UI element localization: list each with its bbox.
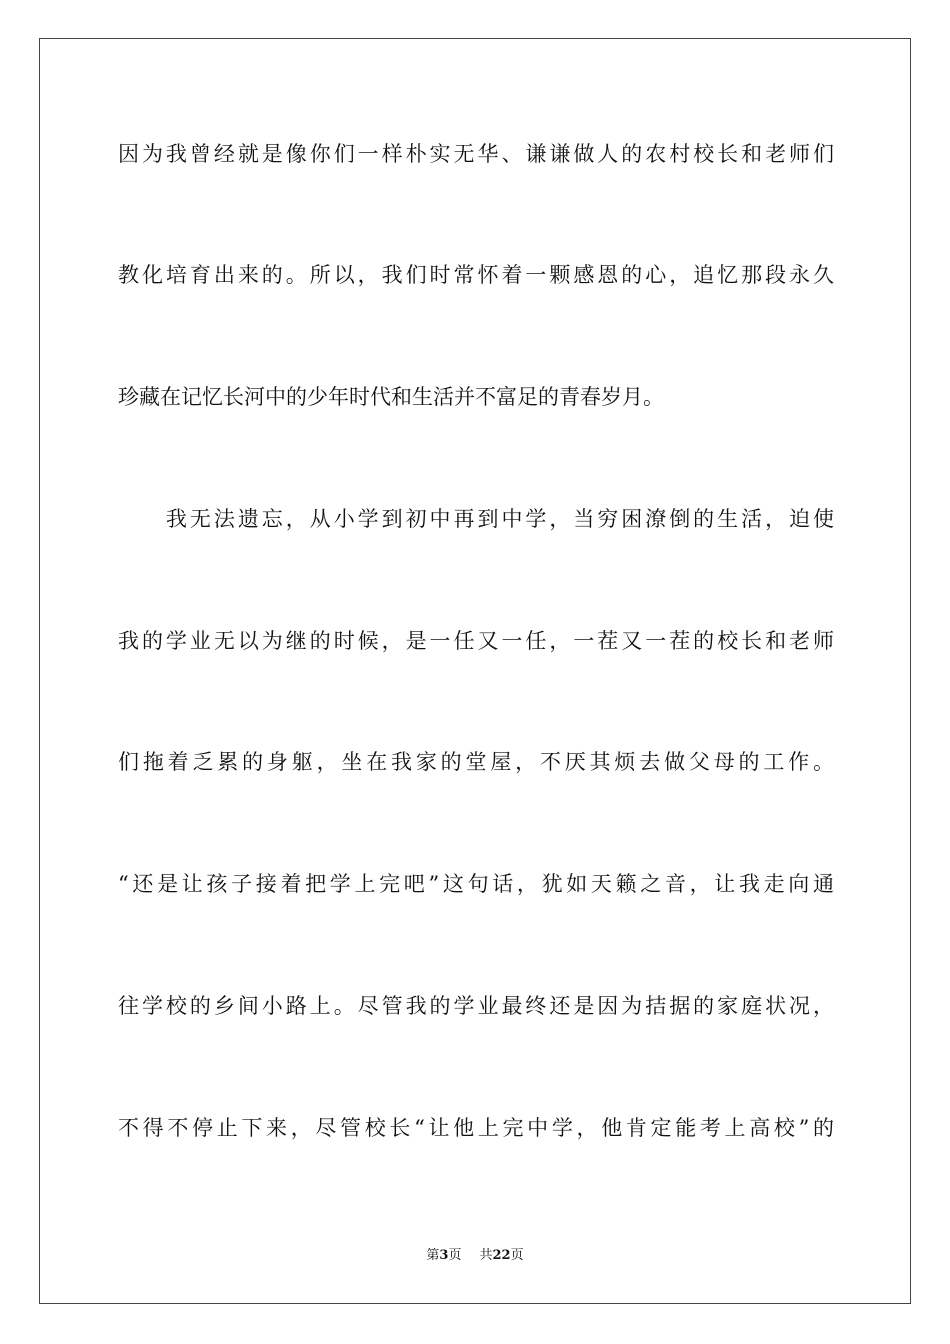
- page-footer: [0, 1247, 950, 1265]
- body-line-9: 不得不停止下来，尽管校长“让他上完中学，他肯定能考上高校”的: [118, 1116, 834, 1140]
- page-prefix: 第: [426, 1248, 440, 1263]
- body-line-5: 我的学业无以为继的时候，是一任又一任，一茬又一茬的校长和老师: [118, 629, 834, 653]
- body-line-8: 往学校的乡间小路上。尽管我的学业最终还是因为拮据的家庭状况，: [118, 994, 834, 1018]
- body-line-4: 我无法遗忘，从小学到初中再到中学，当穷困潦倒的生活，迫使: [118, 507, 834, 531]
- page-suffix: 页: [448, 1248, 462, 1263]
- body-line-6: 们拖着乏累的身躯，坐在我家的堂屋，不厌其烦去做父母的工作。: [118, 750, 834, 774]
- body-line-2: 教化培育出来的。所以，我们时常怀着一颗感恩的心，追忆那段永久: [118, 263, 834, 287]
- total-prefix: 共: [479, 1248, 493, 1263]
- total-suffix: 页: [510, 1248, 524, 1263]
- body-line-3: 珍藏在记忆长河中的少年时代和生活并不富足的青春岁月。: [118, 385, 664, 409]
- page-number: 3: [439, 1248, 449, 1263]
- total-pages: 22: [492, 1248, 511, 1263]
- body-line-1: 因为我曾经就是像你们一样朴实无华、谦谦做人的农村校长和老师们: [118, 142, 834, 166]
- body-line-7: “还是让孩子接着把学上完吧”这句话，犹如天籁之音，让我走向通: [118, 872, 834, 896]
